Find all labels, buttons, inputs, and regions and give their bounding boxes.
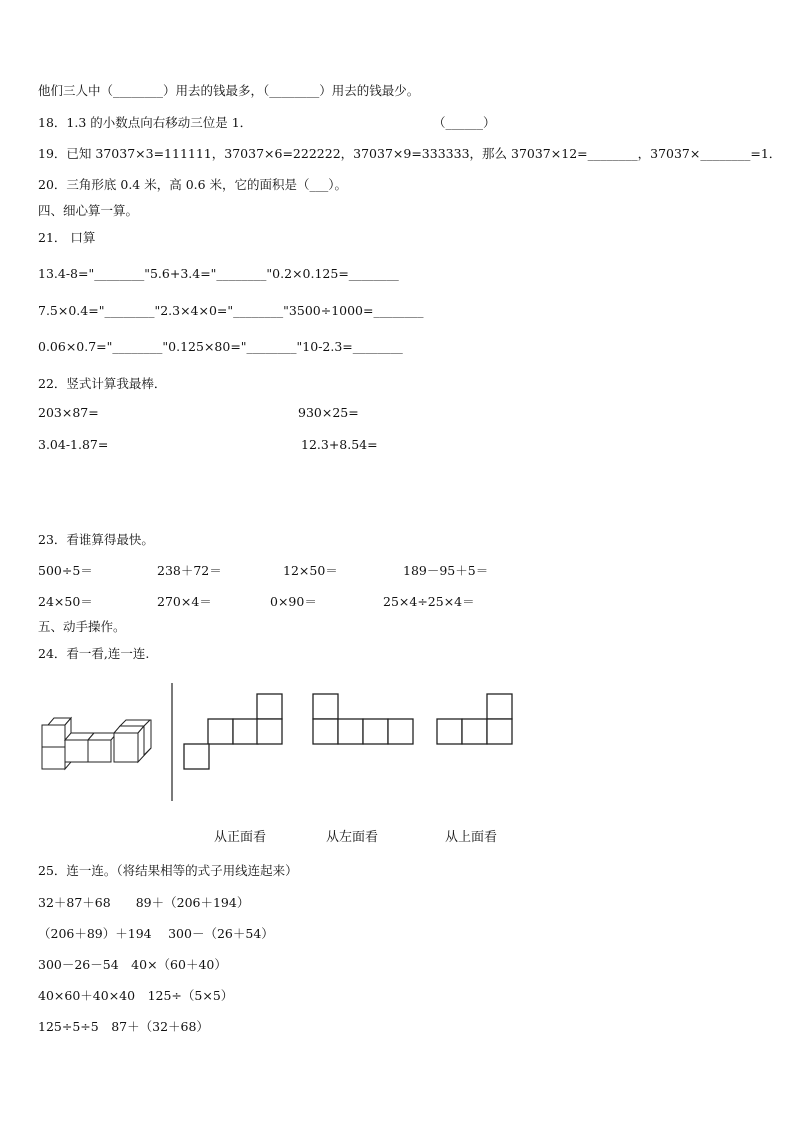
q17-continuation: 他们三人中（________）用去的钱最多，（________）用去的钱最少。 xyxy=(38,83,420,98)
q22-item-b: 930×25= xyxy=(298,405,359,420)
q23-title: 23．看谁算得最快。 xyxy=(38,532,154,547)
view-front xyxy=(184,694,282,769)
caption-front-view: 从正面看 xyxy=(214,830,267,845)
q22-title: 22．竖式计算我最棒． xyxy=(38,376,167,391)
q23-item-d: 189－95＋5＝ xyxy=(403,563,489,578)
q23-item-a: 500÷5＝ xyxy=(38,563,93,578)
caption-left-view: 从左面看 xyxy=(326,830,379,845)
cube-solid-drawing xyxy=(42,718,151,769)
q25-row-5: 125÷5÷5 87＋（32＋68） xyxy=(38,1019,209,1034)
q23-item-b: 238＋72＝ xyxy=(157,563,222,578)
section-5-heading: 五、动手操作。 xyxy=(38,619,126,634)
q25-row-1: 32＋87＋68 89＋（206＋194） xyxy=(38,895,250,910)
q21-title: 21． 口算 xyxy=(38,230,96,245)
q24-title: 24．看一看,连一连. xyxy=(38,646,150,661)
q23-item-c: 12×50＝ xyxy=(283,563,338,578)
view-left xyxy=(313,694,413,744)
section-4-heading: 四、细心算一算。 xyxy=(38,203,139,218)
q25-title: 25．连一连。（将结果相等的式子用线连起来） xyxy=(38,863,298,878)
q18-text: 18．1.3 的小数点向右移动三位是 1． xyxy=(38,115,253,130)
q23-item-e: 24×50＝ xyxy=(38,594,93,609)
caption-top-view: 从上面看 xyxy=(445,830,498,845)
q21-row-2: 7.5×0.4="________"2.3×4×0="________"3500÷1000=________ xyxy=(38,303,424,318)
q23-item-h: 25×4÷25×4＝ xyxy=(383,594,475,609)
q18-answer-blank[interactable]: （______） xyxy=(433,115,496,130)
q24-cube-figure xyxy=(0,675,794,825)
q22-item-c: 3.04-1.87= xyxy=(38,437,109,452)
view-top xyxy=(437,694,512,744)
q21-row-3: 0.06×0.7="________"0.125×80="________"10-2.3=________ xyxy=(38,339,403,354)
q19-text: 19．已知 37037×3=111111，37037×6=222222，37037×9=333333，那么 37037×12=________，37037×________=1． xyxy=(38,146,782,161)
q25-row-4: 40×60＋40×40 125÷（5×5） xyxy=(38,988,234,1003)
q25-row-3: 300－26－54 40×（60＋40） xyxy=(38,957,227,972)
q22-item-d: 12.3+8.54= xyxy=(301,437,378,452)
q25-row-2: （206＋89）＋194 300－（26＋54） xyxy=(38,926,274,941)
q20-text: 20．三角形底 0.4 米，高 0.6 米，它的面积是（___）。 xyxy=(38,177,348,192)
q23-item-g: 0×90＝ xyxy=(270,594,317,609)
q21-row-1: 13.4-8="________"5.6+3.4="________"0.2×0.125=________ xyxy=(38,266,399,281)
q23-item-f: 270×4＝ xyxy=(157,594,212,609)
q22-item-a: 203×87= xyxy=(38,405,99,420)
